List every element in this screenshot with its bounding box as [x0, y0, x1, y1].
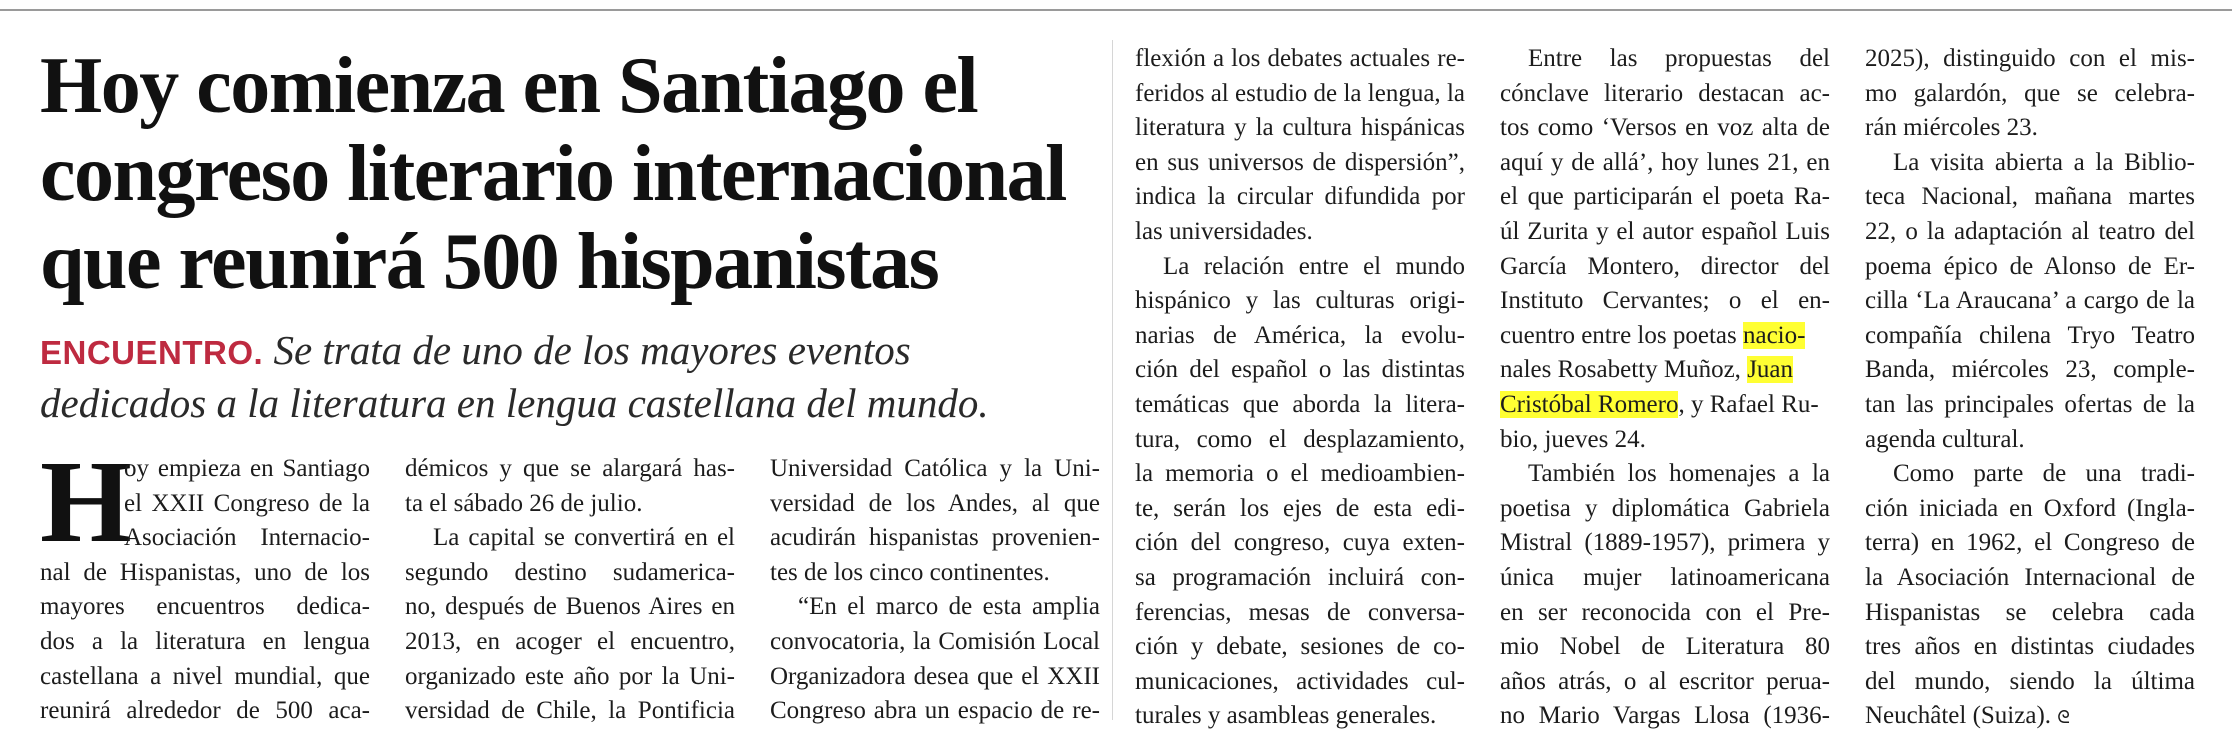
body-line: La visita abierta a la Biblio-: [1893, 148, 2195, 176]
body-line: la Asociación Internacional de: [1865, 563, 2195, 591]
body-line: La capital se convertirá en el: [433, 524, 735, 552]
body-line: [1500, 353, 1830, 388]
body-line: [1500, 319, 1830, 354]
body-line: las universidades.: [1135, 217, 1313, 245]
drop-cap: H: [40, 436, 132, 567]
body-line: ción del español o las distintas: [1135, 356, 1465, 384]
body-line: Congreso abra un espacio de re-: [770, 697, 1100, 725]
body-line: [1865, 699, 2195, 734]
body-column-3: [770, 452, 1100, 729]
body-line: “En el marco de esta amplia: [798, 593, 1100, 621]
body-line: Entre las propuestas del: [1528, 45, 1830, 72]
body-line: García Montero, director del: [1500, 252, 1830, 280]
body-line: sa programación incluirá con-: [1135, 563, 1465, 591]
headline-line: Hoy comienza en Santiago el: [40, 42, 978, 130]
body-line: tes de los cinco continentes.: [770, 558, 1050, 586]
body-line: démicos y que se alargará has-: [405, 455, 735, 482]
body-line: Instituto Cervantes; o el en-: [1500, 287, 1830, 315]
body-line: segundo destino sudamerica-: [405, 558, 735, 586]
highlighted-text: Cristóbal Romero: [1500, 390, 1679, 418]
body-line: 2013, en acoger el encuentro,: [405, 627, 735, 655]
deck: [40, 325, 1070, 428]
body-line: tres años en distintas ciudades: [1865, 633, 2195, 661]
body-line: en sus universos de dispersión”,: [1135, 148, 1465, 176]
body-line: turales y asambleas generales.: [1135, 702, 1437, 730]
body-line: compañía chilena Tryo Teatro: [1865, 321, 2195, 349]
body-line: La relación entre el mundo: [1163, 252, 1465, 280]
body-line: oy empieza en Santiago: [124, 455, 370, 482]
body-line: en ser reconocida con el Pre-: [1500, 598, 1830, 626]
body-line: ción del congreso, cuya exten-: [1135, 529, 1465, 557]
headline-line: que reunirá 500 hispanistas: [40, 218, 939, 306]
body-column-4: [1135, 42, 1465, 734]
body-line: no, después de Buenos Aires en: [405, 593, 735, 621]
body-line: única mujer latinoamericana: [1500, 563, 1830, 591]
body-column-5: [1500, 42, 1830, 734]
body-line: indica la circular difundida por: [1135, 183, 1465, 211]
body-line: ta el sábado 26 de julio.: [405, 489, 643, 517]
body-line: organizado este año por la Uni-: [405, 662, 735, 690]
body-line: También los homenajes a la: [1528, 460, 1830, 488]
body-line: municaciones, actividades cul-: [1135, 667, 1465, 695]
body-line: te, serán los ejes de esta edi-: [1135, 494, 1465, 522]
body-line: castellana a nivel mundial, que: [40, 662, 370, 690]
body-line: temáticas que aborda la litera-: [1135, 390, 1465, 418]
end-mark-icon: ᘓ: [2057, 707, 2070, 729]
body-line: agenda cultural.: [1865, 425, 2025, 453]
body-text: Neuchâtel (Suiza).: [1865, 702, 2052, 730]
body-line: poema épico de Alonso de Er-: [1865, 252, 2195, 280]
body-line: bio, jueves 24.: [1500, 425, 1646, 453]
body-column-2: [405, 452, 735, 729]
body-line: ción iniciada en Oxford (Ingla-: [1865, 494, 2195, 522]
body-line: ción y debate, sesiones de co-: [1135, 633, 1465, 661]
body-line: poetisa y diplomática Gabriela: [1500, 494, 1830, 522]
body-line: rán miércoles 23.: [1865, 114, 2038, 142]
headline-line: congreso literario internacional: [40, 130, 1066, 218]
body-text: nales Rosabetty Muñoz,: [1500, 356, 1748, 384]
body-line: reunirá alrededor de 500 aca-: [40, 697, 370, 725]
body-line: ferencias, mesas de conversa-: [1135, 598, 1465, 626]
deck-line: Se trata de uno de los mayores eventos: [273, 327, 911, 373]
highlighted-text: nacio-: [1742, 321, 1806, 349]
body-line: flexión a los debates actuales re-: [1135, 45, 1465, 72]
body-line: convocatoria, la Comisión Local: [770, 627, 1100, 655]
body-line: el que participarán el poeta Ra-: [1500, 183, 1830, 211]
body-line: narias de América, la evolu-: [1135, 321, 1465, 349]
body-line: [1500, 388, 1830, 423]
body-line: Asociación Internacio-: [124, 524, 370, 552]
body-line: tura, como el desplazamiento,: [1135, 425, 1465, 453]
body-line: hispánico y las culturas origi-: [1135, 287, 1465, 315]
body-line: teca Nacional, mañana martes: [1865, 183, 2195, 211]
body-text: cuentro entre los poetas: [1500, 321, 1743, 349]
body-line: 2025), distinguido con el mis-: [1865, 45, 2195, 72]
body-line: Como parte de una tradi-: [1893, 460, 2195, 488]
body-line: no Mario Vargas Llosa (1936-: [1500, 702, 1830, 730]
column-divider: [1112, 40, 1113, 720]
body-line: versidad de Chile, la Pontificia: [405, 697, 735, 725]
deck-line: dedicados a la literatura en lengua castellana del mundo.: [40, 380, 989, 426]
headline: [40, 42, 1080, 306]
body-line: Mistral (1889-1957), primera y: [1500, 529, 1830, 557]
kicker: ENCUENTRO.: [40, 334, 264, 371]
top-rule: [0, 9, 2232, 11]
body-line: 22, o la adaptación al teatro del: [1865, 217, 2195, 245]
body-line: dos a la literatura en lengua: [40, 627, 370, 655]
body-line: literatura y la cultura hispánicas: [1135, 114, 1465, 142]
body-line: terra) en 1962, el Congreso de: [1865, 529, 2195, 557]
body-line: versidad de los Andes, al que: [770, 489, 1100, 517]
body-line: el XXII Congreso de la: [124, 489, 370, 517]
body-line: cónclave literario destacan ac-: [1500, 79, 1830, 107]
body-line: Universidad Católica y la Uni-: [770, 455, 1100, 482]
body-line: mo galardón, que se celebra-: [1865, 79, 2195, 107]
body-line: Organizadora desea que el XXII: [770, 662, 1100, 690]
body-line: cilla ‘La Araucana’ a cargo de la: [1865, 287, 2195, 315]
body-line: mio Nobel de Literatura 80: [1500, 633, 1830, 661]
body-text: , y Rafael Ru-: [1678, 390, 1819, 418]
body-line: nal de Hispanistas, uno de los: [40, 558, 370, 586]
body-line: acudirán hispanistas provenien-: [770, 524, 1100, 552]
body-column-6: [1865, 42, 2195, 734]
body-line: mayores encuentros dedica-: [40, 593, 370, 621]
body-line: del mundo, siendo la última: [1865, 667, 2195, 695]
highlighted-text: Juan: [1747, 356, 1794, 384]
body-line: feridos al estudio de la lengua, la: [1135, 79, 1465, 107]
body-line: aquí y de allá’, hoy lunes 21, en: [1500, 148, 1830, 176]
body-line: años atrás, o al escritor perua-: [1500, 667, 1830, 695]
body-line: tan las principales ofertas de la: [1865, 390, 2195, 418]
body-line: Banda, miércoles 23, comple-: [1865, 356, 2195, 384]
body-line: tos como ‘Versos en voz alta de: [1500, 114, 1830, 142]
body-column-1: [40, 436, 370, 729]
body-line: úl Zurita y el autor español Luis: [1500, 217, 1830, 245]
body-line: Hispanistas se celebra cada: [1865, 598, 2195, 626]
body-line: la memoria o el medioambien-: [1135, 460, 1465, 488]
